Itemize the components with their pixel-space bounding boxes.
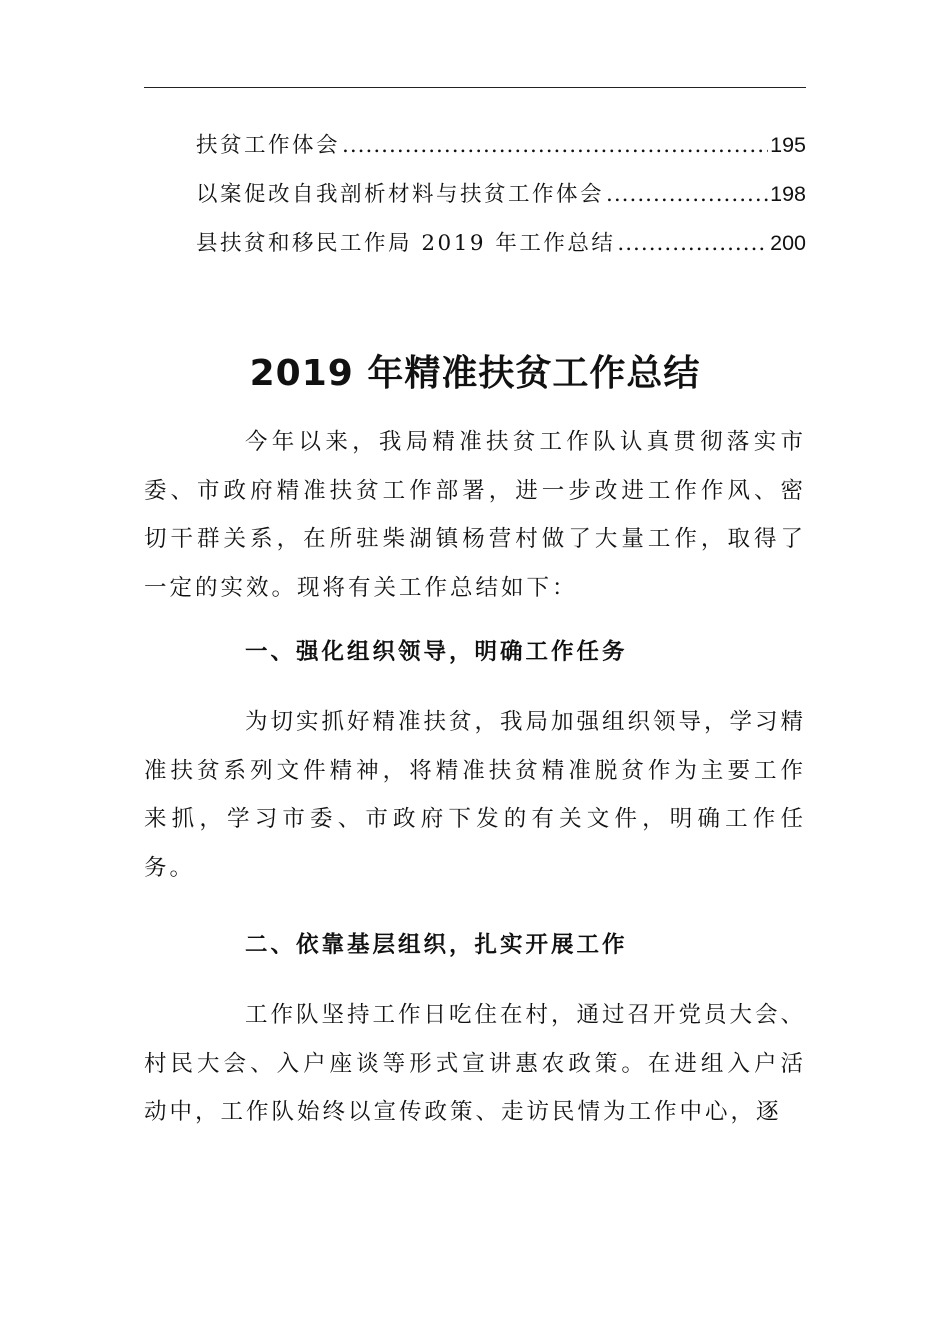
table-of-contents: [196, 128, 806, 275]
toc-entry-page: 198: [770, 182, 806, 206]
toc-entry[interactable]: [196, 177, 806, 226]
toc-entry[interactable]: [196, 128, 806, 177]
toc-entry-title: 以案促改自我剖析材料与扶贫工作体会: [196, 182, 605, 207]
section-paragraph: 工作队坚持工作日吃住在村，通过召开党员大会、村民大会、入户座谈等形式宣讲惠农政策。在进组入户活动中，工作队始终以宣传政策、走访民情为工作中心，逐: [144, 1002, 807, 1125]
toc-entry-title: 扶贫工作体会: [196, 133, 341, 158]
toc-leader-dots: [617, 231, 768, 256]
header-rule: [144, 87, 806, 88]
document-title: 2019 年精准扶贫工作总结: [249, 353, 701, 394]
intro-paragraph: 今年以来，我局精准扶贫工作队认真贯彻落实市委、市政府精准扶贫工作部署，进一步改进工作作风、密切干群关系，在所驻柴湖镇杨营村做了大量工作，取得了一定的实效。现将有关工作总结如下：: [144, 429, 806, 601]
toc-entry-title: 县扶贫和移民工作局 2019 年工作总结: [196, 231, 616, 256]
section-heading: 二、依靠基层组织，扎实开展工作: [245, 932, 628, 958]
toc-entry-page: 200: [770, 231, 806, 255]
section-paragraph: 为切实抓好精准扶贫，我局加强组织领导，学习精准扶贫系列文件精神，将精准扶贫精准脱贫作为主要工作来抓，学习市委、市政府下发的有关文件，明确工作任务。: [144, 709, 807, 881]
toc-leader-dots: [342, 133, 768, 158]
toc-entry[interactable]: [196, 226, 806, 275]
section-heading: 一、强化组织领导，明确工作任务: [245, 639, 628, 665]
toc-leader-dots: [606, 182, 768, 207]
toc-entry-page: 195: [770, 133, 806, 157]
